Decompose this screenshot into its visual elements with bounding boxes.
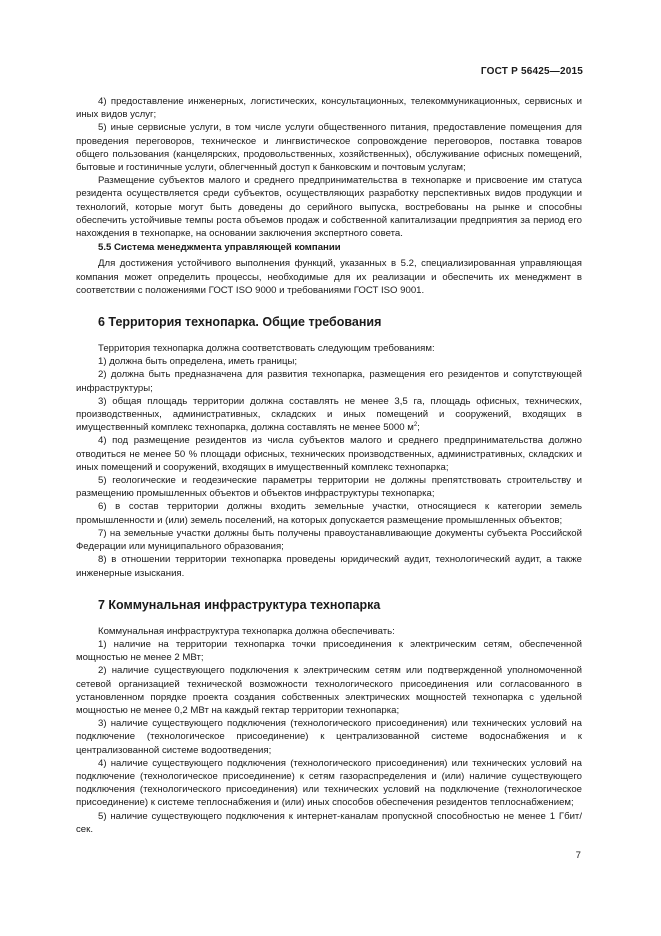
subsection-title: 5.5 Система менеджмента управляющей компании	[98, 242, 341, 254]
paragraph: Размещение субъектов малого и среднего предпринимательства в технопарке и присвоение им статуса резидента осуществляется среди субъектов, осуществляющих разработку перспективных видов продукции и технологий, которые могут быть доведены до серийного выпуска, востребованы на рынке и способны обеспечить устойчивые темпы роста объемов продаж и собственной капитализации предприятия за период его нахождения в технопарке, на основании заключения экспертного совета.	[76, 175, 582, 240]
item-text: 3) общая площадь территории должна составлять не менее 3,5 га, площадь офисных, технических, производственных, административных, складских и иных помещений и сооружений, входящих в имущественный комплекс технопарка, должна составлять не менее 5000 м	[76, 395, 582, 434]
list-item: 1) наличие на территории технопарка точки присоединения к электрическим сетям, обеспеченной мощностью не менее 2 МВт;	[76, 638, 582, 664]
list-item: 5) наличие существующего подключения к интернет-каналам пропускной способностью не менее 1 Гбит/сек.	[76, 810, 582, 835]
paragraph: Коммунальная инфраструктура технопарка должна обеспечивать:	[98, 625, 395, 637]
list-item: 4) под размещение резидентов из числа субъектов малого и среднего предпринимательства должно отводиться не менее 50 % площади офисных, технических производственных, административных, складских и иных помещений и сооружений, входящих в имущественный комплекс технопарка;	[76, 435, 582, 473]
list-item: 7) на земельные участки должны быть получены правоустанавливающие документы субъекта Российской Федерации или муниципального образования;	[76, 527, 582, 553]
list-item: 8) в отношении территории технопарка проведены юридический аудит, технологический аудит, а также инженерные изыскания.	[76, 554, 582, 579]
document-code-header: ГОСТ Р 56425—2015	[480, 66, 583, 77]
list-item: 4) предоставление инженерных, логистических, консультационных, телекоммуникационных, сервисных и иных видов услуг;	[76, 96, 582, 121]
paragraph: Территория технопарка должна соответствовать следующим требованиям:	[98, 343, 435, 355]
list-item: 4) наличие существующего подключения (технологического присоединения) или технических условий на подключение (технологическое присоединение) к сетям газораспределения и (или) наличие существующего подключения (технологического присоединения) или технических условий на подключение (технологическое присоединение) к системе теплоснабжения и (или) иных способов обеспечения резидентов теплоснабжением;	[76, 757, 582, 809]
section-7-heading: 7 Коммунальная инфраструктура технопарка	[98, 597, 381, 612]
list-item: 3) наличие существующего подключения (технологического присоединения) или технических условий на подключение (технологическое присоединение) к централизованной системе водоснабжения и к централизованной системе водоотведения;	[76, 718, 582, 756]
page-number: 7	[575, 850, 581, 861]
list-item: 2) наличие существующего подключения к электрическим сетям или подтвержденной уполномоченной сетевой организацией технической возможности технологического присоединения или согласованного в установленном порядке проекта создания собственных электрических мощностей технопарка с удельной мощностью не менее 0,2 МВт на каждый гектар территории технопарка;	[76, 665, 582, 716]
paragraph: Для достижения устойчивого выполнения функций, указанных в 5.2, специализированная управляющая компания может определить процессы, необходимые для их реализации и обеспечить их менеджмент в соответствии с положениями ГОСТ ISO 9000 и требованиями ГОСТ ISO 9001.	[76, 258, 582, 296]
page-content	[76, 95, 582, 836]
list-item: 2) должна быть предназначена для развития технопарка, размещения его резидентов и сопутствующей инфраструктуры;	[76, 369, 582, 394]
section-6-heading: 6 Территория технопарка. Общие требования	[98, 315, 382, 330]
superscript: 2	[413, 422, 418, 429]
item-tail: ;	[417, 422, 420, 434]
list-item: 6) в состав территории должны входить земельные участки, относящиеся к категории земель промышленности и (или) земель поселений, на которых допускается размещение промышленных объектов;	[76, 501, 582, 526]
list-item	[76, 395, 582, 435]
list-item: 5) геологические и геодезические параметры территории не должны препятствовать строительству и размещению промышленных объектов и объектов инфраструктуры технопарка;	[76, 475, 582, 500]
list-item: 5) иные сервисные услуги, в том числе услуги общественного питания, предоставление помещения для проведения переговоров, техническое и лингвистическое сопровождение переговоров, поставка товаров общего пользования (канцелярских, продовольственных, хозяйственных), обслуживание офисных помещений, бытовые и гостиничные услуги, облегченный доступ к банковским и почтовым услугам;	[76, 122, 582, 174]
list-item: 1) должна быть определена, иметь границы;	[98, 356, 298, 368]
